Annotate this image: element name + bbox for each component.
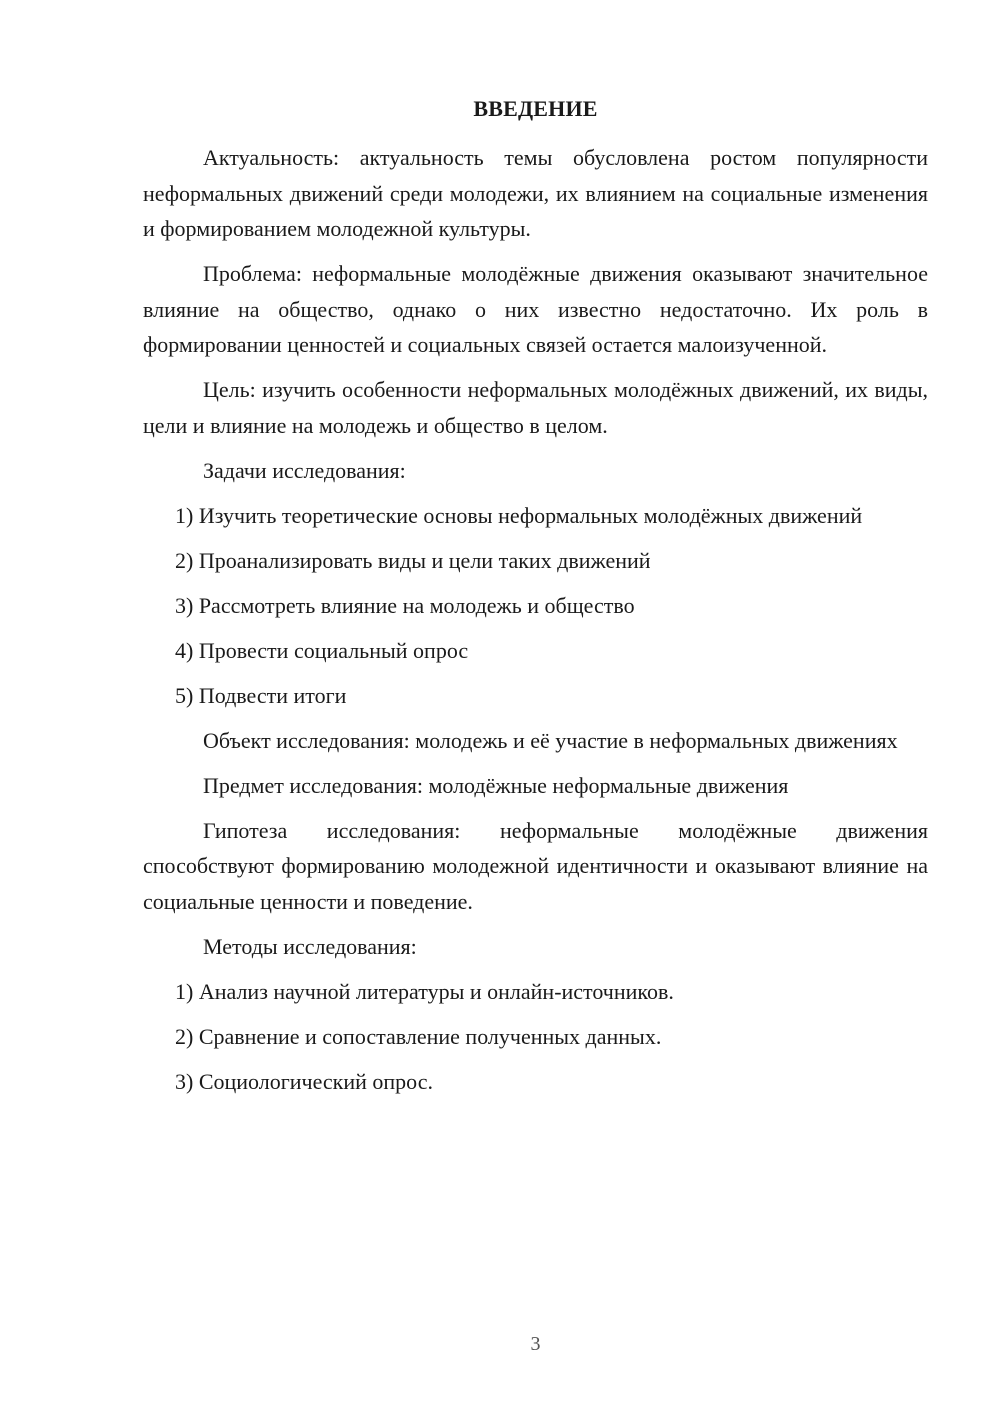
relevance-paragraph: Актуальность: актуальность темы обусловлена ростом популярности неформальных движений среди молодежи, их влиянием на социальные изменения и формированием молодежной культуры. <box>143 145 928 241</box>
goal-paragraph: Цель: изучить особенности неформальных молодёжных движений, их виды, цели и влияние на молодежь и общество в целом. <box>143 377 928 438</box>
methods-title: Методы исследования: <box>203 933 417 959</box>
task-item-2: 2) Проанализировать виды и цели таких движений <box>175 547 651 573</box>
task-item-4: 4) Провести социальный опрос <box>175 637 469 663</box>
tasks-title: Задачи исследования: <box>203 457 406 483</box>
object-paragraph: Объект исследования: молодежь и её участие в неформальных движениях <box>203 727 898 753</box>
method-item-3: 3) Социологический опрос. <box>175 1068 433 1094</box>
subject-paragraph: Предмет исследования: молодёжные неформальные движения <box>203 772 789 798</box>
page-number: 3 <box>530 1333 541 1355</box>
document-page <box>143 0 928 1414</box>
hypothesis-paragraph: Гипотеза исследования: неформальные молодёжные движения способствуют формированию молодежной идентичности и оказывают влияние на социальные ценности и поведение. <box>143 817 928 914</box>
problem-paragraph: Проблема: неформальные молодёжные движения оказывают значительное влияние на общество, однако о них известно недостаточно. Их роль в формировании ценностей и социальных связей остается малоизученной. <box>143 261 928 357</box>
task-item-3: 3) Рассмотреть влияние на молодежь и общество <box>175 592 635 618</box>
method-item-2: 2) Сравнение и сопоставление полученных данных. <box>175 1023 662 1049</box>
task-item-5: 5) Подвести итоги <box>175 682 347 708</box>
task-item-1: 1) Изучить теоретические основы неформальных молодёжных движений <box>175 502 863 528</box>
method-item-1: 1) Анализ научной литературы и онлайн-источников. <box>175 978 674 1004</box>
document-body <box>143 140 928 1109</box>
section-heading: ВВЕДЕНИЕ <box>473 96 598 121</box>
